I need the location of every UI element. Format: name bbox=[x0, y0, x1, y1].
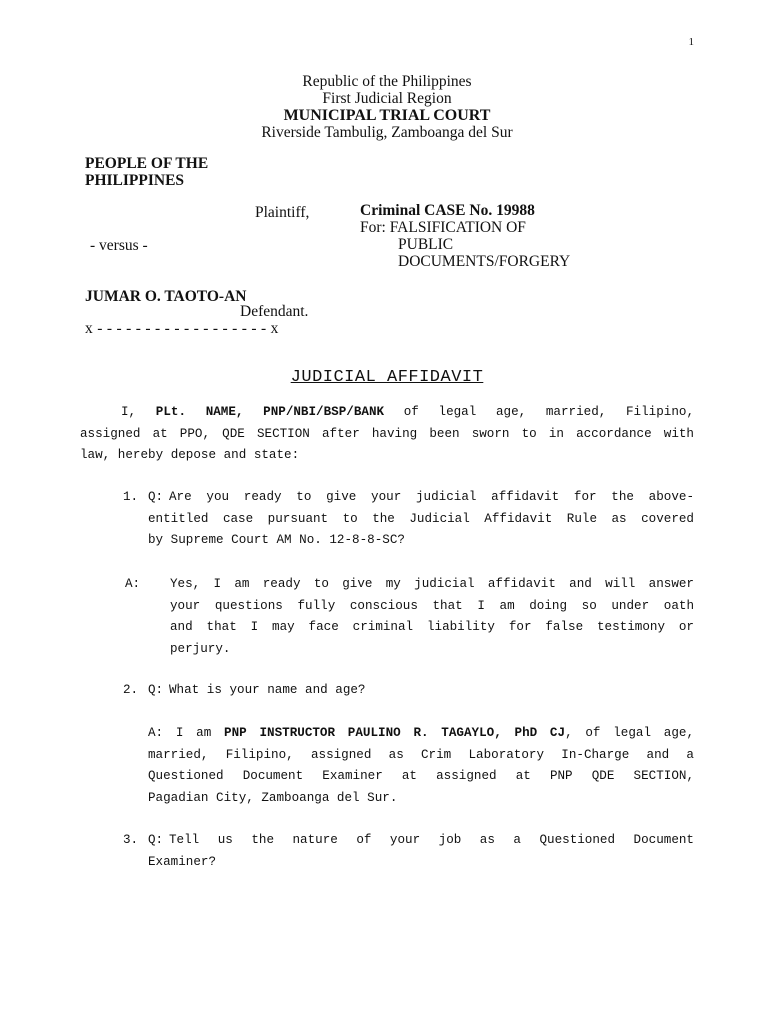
question-1 bbox=[148, 487, 694, 552]
question-3-label: Q: bbox=[148, 833, 164, 847]
question-1-line-2: entitled case pursuant to the Judicial Affidavit Rule as covered bbox=[148, 511, 694, 526]
header-judicial-region: First Judicial Region bbox=[322, 90, 452, 107]
caption-separator: x - - - - - - - - - - - - - - - - - - x bbox=[85, 320, 279, 337]
header-republic: Republic of the Philippines bbox=[302, 73, 472, 90]
answer-1-line-2: your questions fully conscious that I am doing so under oath bbox=[170, 598, 694, 613]
question-1-line-3: by Supreme Court AM No. 12-8-8-SC? bbox=[148, 533, 405, 548]
case-number: Criminal CASE No. 19988 bbox=[360, 202, 535, 219]
case-offense-line2: DOCUMENTS/FORGERY bbox=[398, 253, 571, 270]
question-3-line-2: Examiner? bbox=[148, 854, 217, 869]
question-1-label: Q: bbox=[148, 490, 164, 504]
answer-2-line-4: Pagadian City, Zamboanga del Sur. bbox=[148, 791, 398, 806]
answer-1 bbox=[170, 574, 694, 661]
case-offense-label: For: FALSIFICATION OF bbox=[360, 219, 526, 236]
case-offense-line1: PUBLIC bbox=[398, 236, 454, 253]
document-title: JUDICIAL AFFIDAVIT bbox=[290, 368, 484, 387]
answer-1-line-4: perjury. bbox=[170, 642, 231, 657]
question-1-line-1: Are you ready to give your judicial affidavit for the above- bbox=[169, 490, 694, 504]
defendant-label: Defendant. bbox=[240, 303, 309, 320]
question-2-text: What is your name and age? bbox=[169, 683, 366, 697]
question-1-number: 1. bbox=[123, 490, 139, 504]
defendant-name: JUMAR O. TAOTO-AN bbox=[85, 288, 247, 305]
question-3-number: 3. bbox=[123, 833, 139, 847]
header-court-location: Riverside Tambulig, Zamboanga del Sur bbox=[261, 124, 513, 141]
affiant-name: PLt. NAME, PNP/NBI/BSP/BANK bbox=[155, 405, 385, 419]
page-number: 1 bbox=[688, 36, 694, 48]
answer-1-line-3: and that I may face criminal liability for false testimony or bbox=[170, 620, 694, 635]
question-2-number: 2. bbox=[123, 683, 139, 697]
court-header bbox=[0, 73, 768, 141]
answer-2-line-2: married, Filipino, assigned as Crim Laboratory In-Charge and a bbox=[148, 747, 694, 762]
answer-1-label: A: bbox=[125, 577, 141, 591]
answer-2-line-3: Questioned Document Examiner at assigned at PNP QDE SECTION, bbox=[148, 769, 694, 784]
question-3 bbox=[148, 830, 694, 873]
answer-1-line-1: Yes, I am ready to give my judicial affidavit and will answer bbox=[170, 577, 694, 591]
intro-paragraph bbox=[80, 402, 694, 467]
plaintiff-name: PEOPLE OF THE PHILIPPINES bbox=[85, 155, 209, 189]
question-3-line-1: Tell us the nature of your job as a Questioned Document bbox=[169, 833, 694, 847]
intro-line-1: I, PLt. NAME, PNP/NBI/BSP/BANK of legal age, married, Filipino, bbox=[121, 405, 694, 419]
header-court-name: MUNICIPAL TRIAL COURT bbox=[283, 107, 491, 124]
versus-label: - versus - bbox=[90, 237, 148, 254]
case-info bbox=[360, 202, 570, 270]
intro-line-3: law, hereby depose and state: bbox=[80, 448, 300, 463]
witness-name: PNP INSTRUCTOR PAULINO R. TAGAYLO, PhD CJ bbox=[224, 726, 566, 740]
answer-2 bbox=[148, 723, 694, 810]
plaintiff-label: Plaintiff, bbox=[255, 204, 310, 221]
answer-2-line-1: A: I am PNP INSTRUCTOR PAULINO R. TAGAYLO, PhD CJ, of legal age, bbox=[148, 726, 694, 740]
intro-line-2: assigned at PPO, QDE SECTION after having been sworn to in accordance with bbox=[80, 426, 694, 441]
question-2-label: Q: bbox=[148, 683, 164, 697]
